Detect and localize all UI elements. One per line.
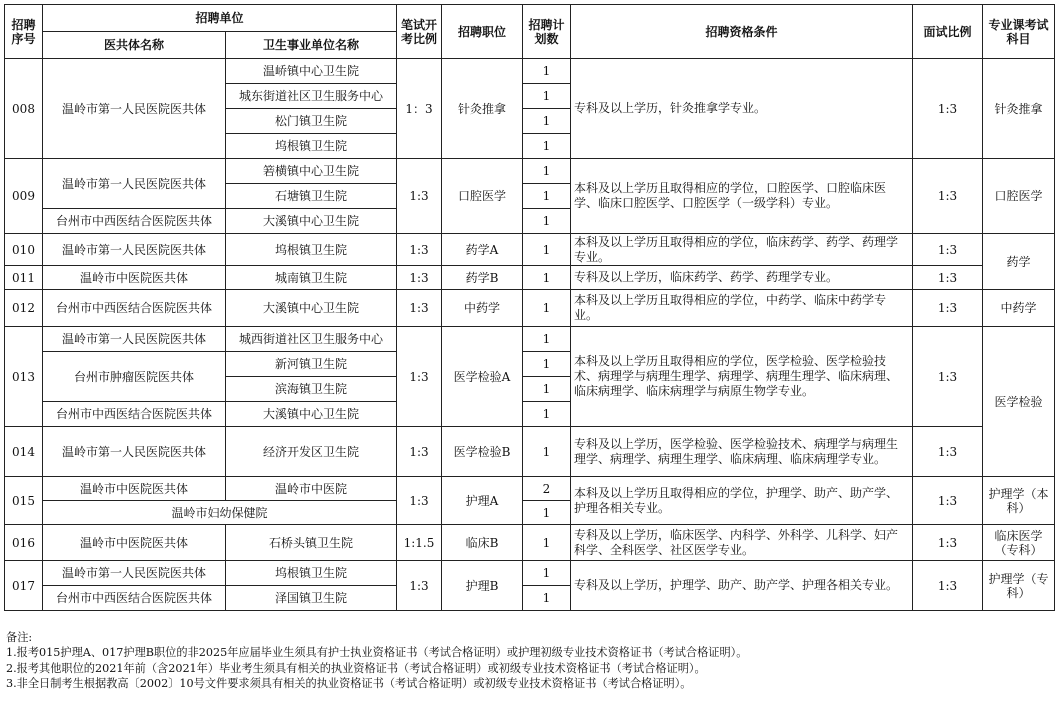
interview-cell: 1:3 — [913, 159, 983, 234]
unit-cell: 温峤镇中心卫生院 — [226, 59, 397, 84]
table-row — [5, 477, 1055, 501]
header-interview-ratio: 面试比例 — [913, 5, 983, 59]
unit-cell: 石塘镇卫生院 — [226, 184, 397, 209]
seq-cell: 010 — [5, 234, 43, 266]
header-row-1 — [5, 5, 1055, 32]
unit-cell: 泽国镇卫生院 — [226, 586, 397, 611]
ratio-cell: 1:3 — [397, 234, 442, 266]
plan-cell: 1 — [523, 134, 571, 159]
group-cell: 温岭市中医院医共体 — [43, 266, 226, 290]
ratio-cell: 1:1.5 — [397, 525, 442, 561]
table-row — [5, 561, 1055, 586]
interview-cell: 1:3 — [913, 59, 983, 159]
seq-cell: 011 — [5, 266, 43, 290]
requirements-cell: 专科及以上学历，护理学、助产、助产学、护理各相关专业。 — [571, 561, 913, 611]
group-cell: 温岭市中医院医共体 — [43, 477, 226, 501]
plan-cell: 1 — [523, 59, 571, 84]
header-written-ratio: 笔试开考比例 — [397, 5, 442, 59]
unit-cell: 经济开发区卫生院 — [226, 427, 397, 477]
ratio-cell: 1:3 — [397, 427, 442, 477]
group-cell: 温岭市第一人民医院医共体 — [43, 327, 226, 352]
header-seq: 招聘序号 — [5, 5, 43, 59]
plan-cell: 1 — [523, 561, 571, 586]
plan-cell: 1 — [523, 352, 571, 377]
table-row — [5, 327, 1055, 352]
plan-cell: 1 — [523, 327, 571, 352]
ratio-cell: 1:3 — [397, 561, 442, 611]
ratio-cell: 1:3 — [397, 327, 442, 427]
seq-cell: 013 — [5, 327, 43, 427]
seq-cell: 009 — [5, 159, 43, 234]
plan-cell: 1 — [523, 525, 571, 561]
plan-cell: 1 — [523, 209, 571, 234]
requirements-cell: 专科及以上学历，临床药学、药学、药理学专业。 — [571, 266, 913, 290]
plan-cell: 1 — [523, 402, 571, 427]
ratio-cell: 1：3 — [397, 59, 442, 159]
requirements-cell: 本科及以上学历且取得相应的学位，护理学、助产、助产学、护理各相关专业。 — [571, 477, 913, 525]
interview-cell: 1:3 — [913, 290, 983, 327]
position-cell: 口腔医学 — [442, 159, 523, 234]
unit-cell: 大溪镇中心卫生院 — [226, 290, 397, 327]
notes-section — [6, 630, 747, 692]
group-cell: 温岭市第一人民医院医共体 — [43, 59, 226, 159]
unit-cell: 石桥头镇卫生院 — [226, 525, 397, 561]
note-item: 2.报考其他职位的2021年前（含2021年）毕业考生须具有相关的执业资格证书（考试合格证明）或初级专业技术资格证书（考试合格证明）。 — [6, 661, 706, 675]
plan-cell: 1 — [523, 109, 571, 134]
recruitment-table-sheet — [4, 4, 1055, 611]
group-cell: 温岭市第一人民医院医共体 — [43, 159, 226, 209]
requirements-cell: 本科及以上学历且取得相应的学位，中药学、临床中药学专业。 — [571, 290, 913, 327]
unit-cell: 大溪镇中心卫生院 — [226, 209, 397, 234]
interview-cell: 1:3 — [913, 327, 983, 427]
table-row — [5, 266, 1055, 290]
unit-cell: 城西街道社区卫生服务中心 — [226, 327, 397, 352]
subject-cell: 护理学（本科） — [983, 477, 1055, 525]
seq-cell: 014 — [5, 427, 43, 477]
unit-cell: 坞根镇卫生院 — [226, 561, 397, 586]
plan-cell: 1 — [523, 290, 571, 327]
seq-cell: 015 — [5, 477, 43, 525]
subject-cell: 口腔医学 — [983, 159, 1055, 234]
header-requirements: 招聘资格条件 — [571, 5, 913, 59]
interview-cell: 1:3 — [913, 561, 983, 611]
notes-title: 备注: — [6, 631, 33, 644]
group-cell: 台州市中西医结合医院医共体 — [43, 209, 226, 234]
position-cell: 针灸推拿 — [442, 59, 523, 159]
plan-cell: 1 — [523, 234, 571, 266]
unit-cell: 松门镇卫生院 — [226, 109, 397, 134]
group-cell: 温岭市中医院医共体 — [43, 525, 226, 561]
requirements-cell: 本科及以上学历且取得相应的学位，临床药学、药学、药理学专业。 — [571, 234, 913, 266]
interview-cell: 1:3 — [913, 234, 983, 266]
subject-cell: 医学检验 — [983, 327, 1055, 477]
ratio-cell: 1:3 — [397, 159, 442, 234]
ratio-cell: 1:3 — [397, 266, 442, 290]
unit-cell: 大溪镇中心卫生院 — [226, 402, 397, 427]
unit-cell: 新河镇卫生院 — [226, 352, 397, 377]
plan-cell: 1 — [523, 427, 571, 477]
recruitment-table — [4, 4, 1055, 611]
plan-cell: 1 — [523, 84, 571, 109]
unit-cell: 坞根镇卫生院 — [226, 134, 397, 159]
position-cell: 药学A — [442, 234, 523, 266]
table-row — [5, 59, 1055, 84]
table-row — [5, 159, 1055, 184]
subject-cell: 针灸推拿 — [983, 59, 1055, 159]
group-cell: 温岭市第一人民医院医共体 — [43, 234, 226, 266]
unit-cell: 滨海镇卫生院 — [226, 377, 397, 402]
requirements-cell: 本科及以上学历且取得相应的学位，医学检验、医学检验技术、病理学与病理生理学、病理学、病理生理学、临床病理、临床病理学、临床病理学与病原生物学专业。 — [571, 327, 913, 427]
plan-cell: 1 — [523, 159, 571, 184]
position-cell: 护理A — [442, 477, 523, 525]
plan-cell: 1 — [523, 586, 571, 611]
subject-cell: 临床医学（专科） — [983, 525, 1055, 561]
seq-cell: 012 — [5, 290, 43, 327]
unit-cell: 城南镇卫生院 — [226, 266, 397, 290]
header-plan: 招聘计划数 — [523, 5, 571, 59]
seq-cell: 008 — [5, 59, 43, 159]
unit-cell: 坞根镇卫生院 — [226, 234, 397, 266]
header-health-unit: 卫生事业单位名称 — [226, 32, 397, 59]
unit-cell-merged: 温岭市妇幼保健院 — [43, 501, 397, 525]
table-row — [5, 234, 1055, 266]
subject-cell: 护理学（专科） — [983, 561, 1055, 611]
header-group-name: 医共体名称 — [43, 32, 226, 59]
requirements-cell: 专科及以上学历，临床医学、内科学、外科学、儿科学、妇产科学、全科医学、社区医学专业。 — [571, 525, 913, 561]
requirements-cell: 本科及以上学历且取得相应的学位，口腔医学、口腔临床医学、临床口腔医学、口腔医学（一级学科）专业。 — [571, 159, 913, 234]
unit-cell: 箬横镇中心卫生院 — [226, 159, 397, 184]
unit-cell: 温岭市中医院 — [226, 477, 397, 501]
ratio-cell: 1:3 — [397, 477, 442, 525]
plan-cell: 2 — [523, 477, 571, 501]
seq-cell: 016 — [5, 525, 43, 561]
interview-cell: 1:3 — [913, 266, 983, 290]
plan-cell: 1 — [523, 501, 571, 525]
group-cell: 台州市中西医结合医院医共体 — [43, 290, 226, 327]
note-item: 3.非全日制考生根据教高〔2002〕10号文件要求须具有相关的执业资格证书（考试合格证明）或初级专业技术资格证书（考试合格证明）。 — [6, 677, 692, 691]
plan-cell: 1 — [523, 184, 571, 209]
interview-cell: 1:3 — [913, 427, 983, 477]
header-unit: 招聘单位 — [43, 5, 397, 32]
requirements-cell: 专科及以上学历，针灸推拿学专业。 — [571, 59, 913, 159]
subject-cell: 药学 — [983, 234, 1055, 290]
header-position: 招聘职位 — [442, 5, 523, 59]
requirements-cell: 专科及以上学历，医学检验、医学检验技术、病理学与病理生理学、病理学、病理生理学、临床病理、临床病理学专业。 — [571, 427, 913, 477]
unit-cell: 城东街道社区卫生服务中心 — [226, 84, 397, 109]
interview-cell: 1:3 — [913, 477, 983, 525]
position-cell: 护理B — [442, 561, 523, 611]
table-row — [5, 290, 1055, 327]
position-cell: 中药学 — [442, 290, 523, 327]
ratio-cell: 1:3 — [397, 290, 442, 327]
position-cell: 临床B — [442, 525, 523, 561]
group-cell: 台州市肿瘤医院医共体 — [43, 352, 226, 402]
table-row — [5, 525, 1055, 561]
group-cell: 温岭市第一人民医院医共体 — [43, 427, 226, 477]
note-item: 1.报考015护理A、017护理B职位的非2025年应届毕业生须具有护士执业资格证书（考试合格证明）或护理初级专业技术资格证书（考试合格证明）。 — [6, 646, 748, 660]
group-cell: 温岭市第一人民医院医共体 — [43, 561, 226, 586]
position-cell: 医学检验B — [442, 427, 523, 477]
group-cell: 台州市中西医结合医院医共体 — [43, 586, 226, 611]
plan-cell: 1 — [523, 266, 571, 290]
position-cell: 医学检验A — [442, 327, 523, 427]
interview-cell: 1:3 — [913, 525, 983, 561]
position-cell: 药学B — [442, 266, 523, 290]
plan-cell: 1 — [523, 377, 571, 402]
table-row — [5, 427, 1055, 477]
subject-cell: 中药学 — [983, 290, 1055, 327]
header-exam-subject: 专业课考试科目 — [983, 5, 1055, 59]
group-cell: 台州市中西医结合医院医共体 — [43, 402, 226, 427]
seq-cell: 017 — [5, 561, 43, 611]
